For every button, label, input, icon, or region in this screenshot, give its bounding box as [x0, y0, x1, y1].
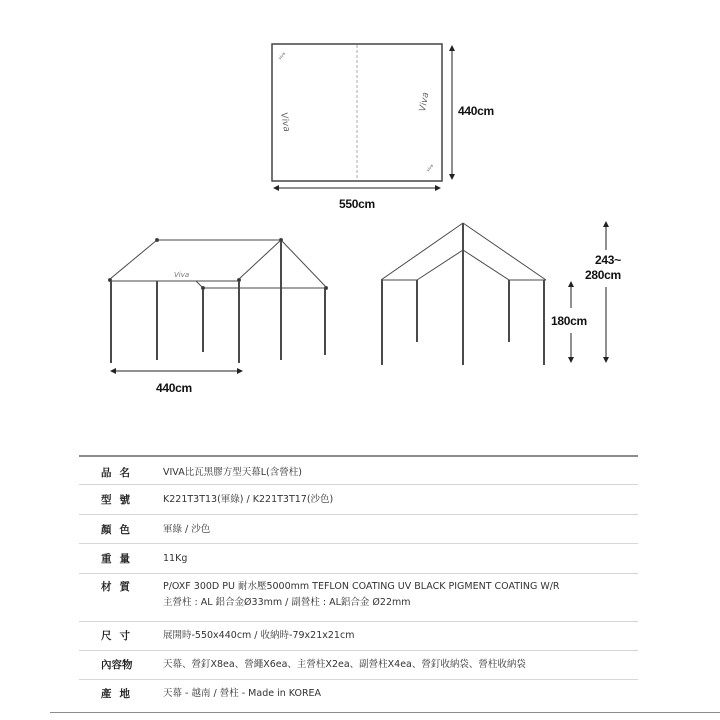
top-view-height-label: 440cm	[458, 104, 494, 118]
spec-row-size	[79, 622, 638, 651]
side-view	[109, 239, 328, 372]
pole-height-label: 180cm	[551, 314, 587, 328]
spec-value-line1: P/OXF 300D PU 耐水壓5000mm TEFLON COATING UV BLACK PIGMENT COATING W/R	[163, 581, 560, 592]
spec-row-origin	[79, 680, 638, 708]
spec-value: K221T3T13(軍綠) / K221T3T17(沙色)	[163, 494, 334, 505]
side-view-width-label: 440cm	[156, 381, 192, 395]
spec-label: 內容物	[101, 659, 133, 671]
spec-row-color	[79, 515, 638, 544]
spec-value: 軍綠 / 沙色	[163, 524, 211, 535]
spec-label: 重量	[101, 553, 138, 565]
spec-value: 天幕、營釘X8ea、營繩X6ea、主營柱X2ea、副營柱X4ea、營釘收納袋、營柱收納袋	[163, 659, 526, 670]
table-bottom-divider	[50, 712, 720, 713]
max-height-label-line2: 280cm	[585, 268, 621, 282]
spec-value-line2: 主營柱 : AL 鋁合金Ø33mm / 副營柱 : AL鋁合金 Ø22mm	[163, 597, 411, 608]
spec-value: VIVA比瓦黑膠方型天幕L(含營柱)	[163, 467, 302, 478]
spec-label: 尺寸	[101, 630, 138, 642]
spec-row-name	[79, 455, 638, 485]
spec-value: 展開時-550x440cm / 收納時-79x21x21cm	[163, 630, 355, 641]
svg-text:viva: viva	[276, 51, 287, 61]
front-view	[381, 222, 606, 365]
svg-text:viva: viva	[424, 163, 435, 173]
top-view-width-label: 550cm	[339, 197, 375, 211]
max-height-label-line1: 243~	[595, 253, 621, 267]
spec-row-material	[79, 574, 638, 622]
spec-label: 顏色	[101, 524, 138, 536]
spec-value: 天幕 - 越南 / 營柱 - Made in KOREA	[163, 688, 322, 699]
spec-row-contents	[79, 651, 638, 680]
svg-text:Viva: Viva	[174, 271, 190, 279]
spec-label: 材質	[101, 581, 138, 593]
spec-value	[163, 579, 638, 611]
spec-label: 型號	[101, 494, 138, 506]
spec-label: 產地	[101, 688, 138, 700]
spec-value: 11Kg	[163, 553, 188, 564]
spec-label: 品名	[101, 467, 138, 479]
top-view	[272, 44, 452, 188]
spec-table	[79, 455, 638, 708]
svg-text:Viva: Viva	[418, 91, 432, 113]
svg-text:Viva: Viva	[278, 111, 292, 133]
spec-row-model	[79, 485, 638, 515]
spec-row-weight	[79, 544, 638, 574]
